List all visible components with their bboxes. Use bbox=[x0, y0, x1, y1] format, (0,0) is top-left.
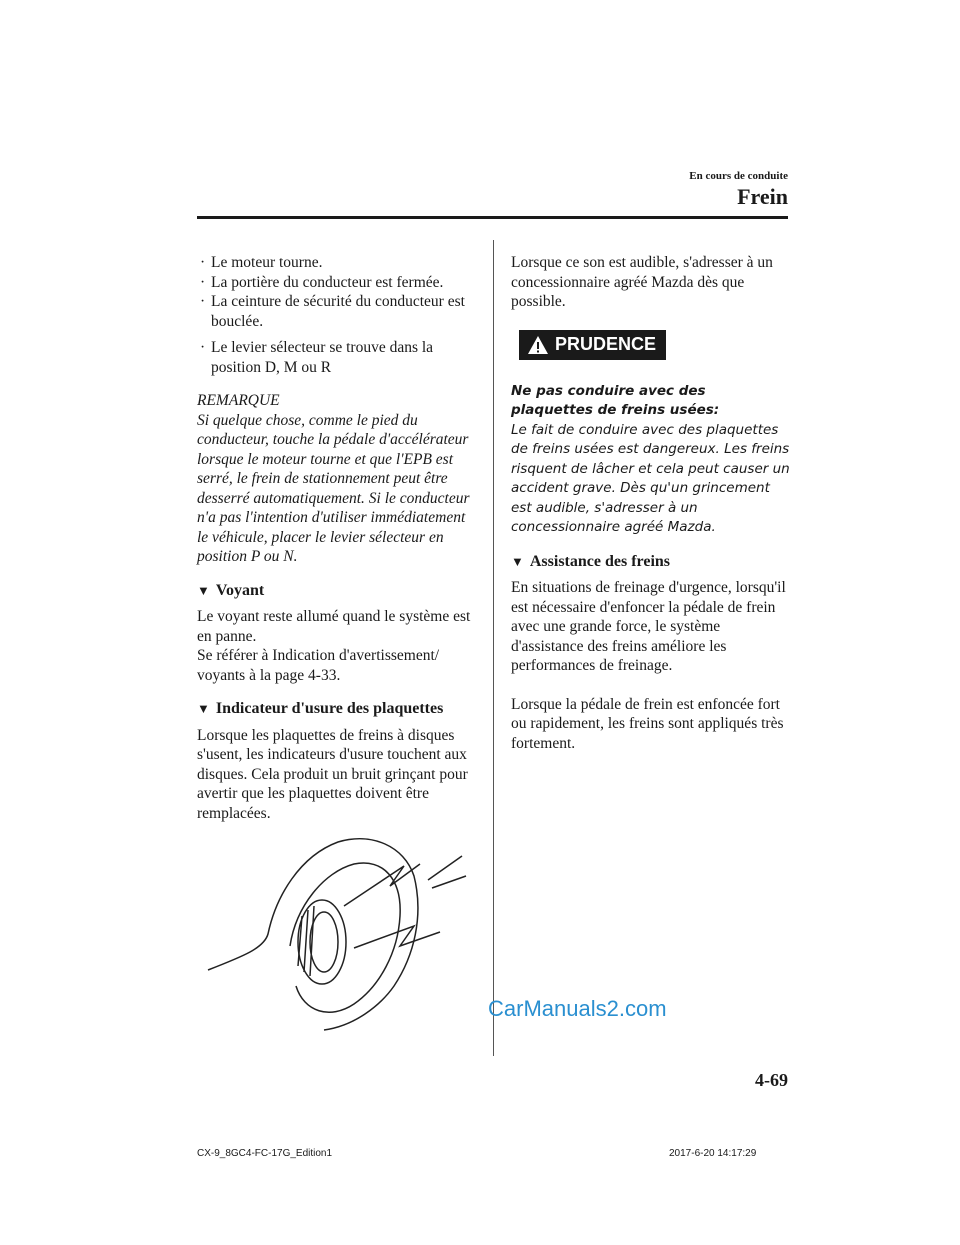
intro-text: Lorsque ce son est audible, s'adresser à un concessionnaire agréé Mazda dès que possible. bbox=[511, 254, 773, 310]
voyant-reference: Se référer à Indication d'avertissement/ voyants à la page 4-33. bbox=[197, 647, 440, 684]
warning-body: Le fait de conduire avec des plaquettes de freins usées est dangereux. Les freins risquent de lâcher et cela peut causer un accident grave. Dès qu'un grincement est audible, s'adresser à un concessionnaire agréé Mazda. bbox=[511, 421, 790, 536]
indicator-text: Lorsque les plaquettes de freins à disques s'usent, les indicateurs d'usure touchent aux disques. Cela produit un bruit grinçant pour avertir que les plaquettes doivent être remplacées. bbox=[197, 726, 468, 822]
footer-timestamp: 2017-6-20 14:17:29 bbox=[669, 1148, 757, 1159]
footer-edition: CX-9_8GC4-FC-17G_Edition1 bbox=[197, 1148, 333, 1159]
bullet-item: · La ceinture de sécurité du conducteur est bouclée. bbox=[200, 293, 465, 330]
triangle-down-icon: ▼ bbox=[197, 701, 210, 716]
bullet-item: · Le levier sélecteur se trouve dans la position D, M ou R bbox=[200, 339, 434, 376]
triangle-down-icon: ▼ bbox=[511, 553, 524, 569]
bullet-icon: · bbox=[200, 293, 206, 310]
exclamation-triangle-icon bbox=[527, 335, 549, 355]
voyant-heading: ▼ Voyant bbox=[197, 581, 265, 599]
watermark: CarManuals2.com bbox=[488, 996, 667, 1021]
note-heading: REMARQUE bbox=[197, 392, 280, 409]
warning-heading: Ne pas conduire avec des plaquettes de freins usées: bbox=[511, 382, 720, 419]
page-number: 4-69 bbox=[755, 1070, 788, 1090]
bullet-icon: · bbox=[200, 273, 206, 291]
assist-text-2: Lorsque la pédale de frein est enfoncée fort ou rapidement, les freins sont appliqués très fortement. bbox=[511, 695, 784, 752]
brake-wear-indicator-illustration bbox=[204, 836, 480, 1032]
prudence-label: PRUDENCE bbox=[519, 330, 666, 360]
note-body: Si quelque chose, comme le pied du conducteur, touche la pédale d'accélérateur lorsque le moteur tourne et que l'EPB est serré, le frein de stationnement peut être desserré automatiquement. Si le conducteur n'a pas l'intention d'utiliser immédiatement le véhicule, placer le levier sélecteur en position P ou N. bbox=[197, 411, 470, 565]
right-column bbox=[511, 253, 791, 753]
left-column bbox=[197, 253, 479, 823]
triangle-down-icon: ▼ bbox=[197, 582, 210, 598]
assist-text-1: En situations de freinage d'urgence, lorsqu'il est nécessaire d'enfoncer la pédale de frein avec une grande force, le système d'assistance des freins améliore les performances de freinage. bbox=[511, 579, 786, 675]
bullet-icon: · bbox=[200, 254, 206, 271]
voyant-text: Le voyant reste allumé quand le système est en panne. bbox=[197, 608, 471, 645]
assist-heading: ▼ Assistance des freins bbox=[511, 552, 671, 570]
bullet-item: · La portière du conducteur est fermée. bbox=[200, 273, 444, 291]
bullet-item: · Le moteur tourne. bbox=[200, 254, 323, 271]
column-divider bbox=[493, 240, 494, 1056]
indicator-heading: ▼ Indicateur d'usure des plaquettes bbox=[197, 700, 444, 717]
header-rule bbox=[197, 216, 788, 219]
section-label: En cours de conduite bbox=[689, 170, 788, 182]
section-title: Frein bbox=[737, 184, 788, 209]
bullet-icon: · bbox=[200, 339, 206, 356]
